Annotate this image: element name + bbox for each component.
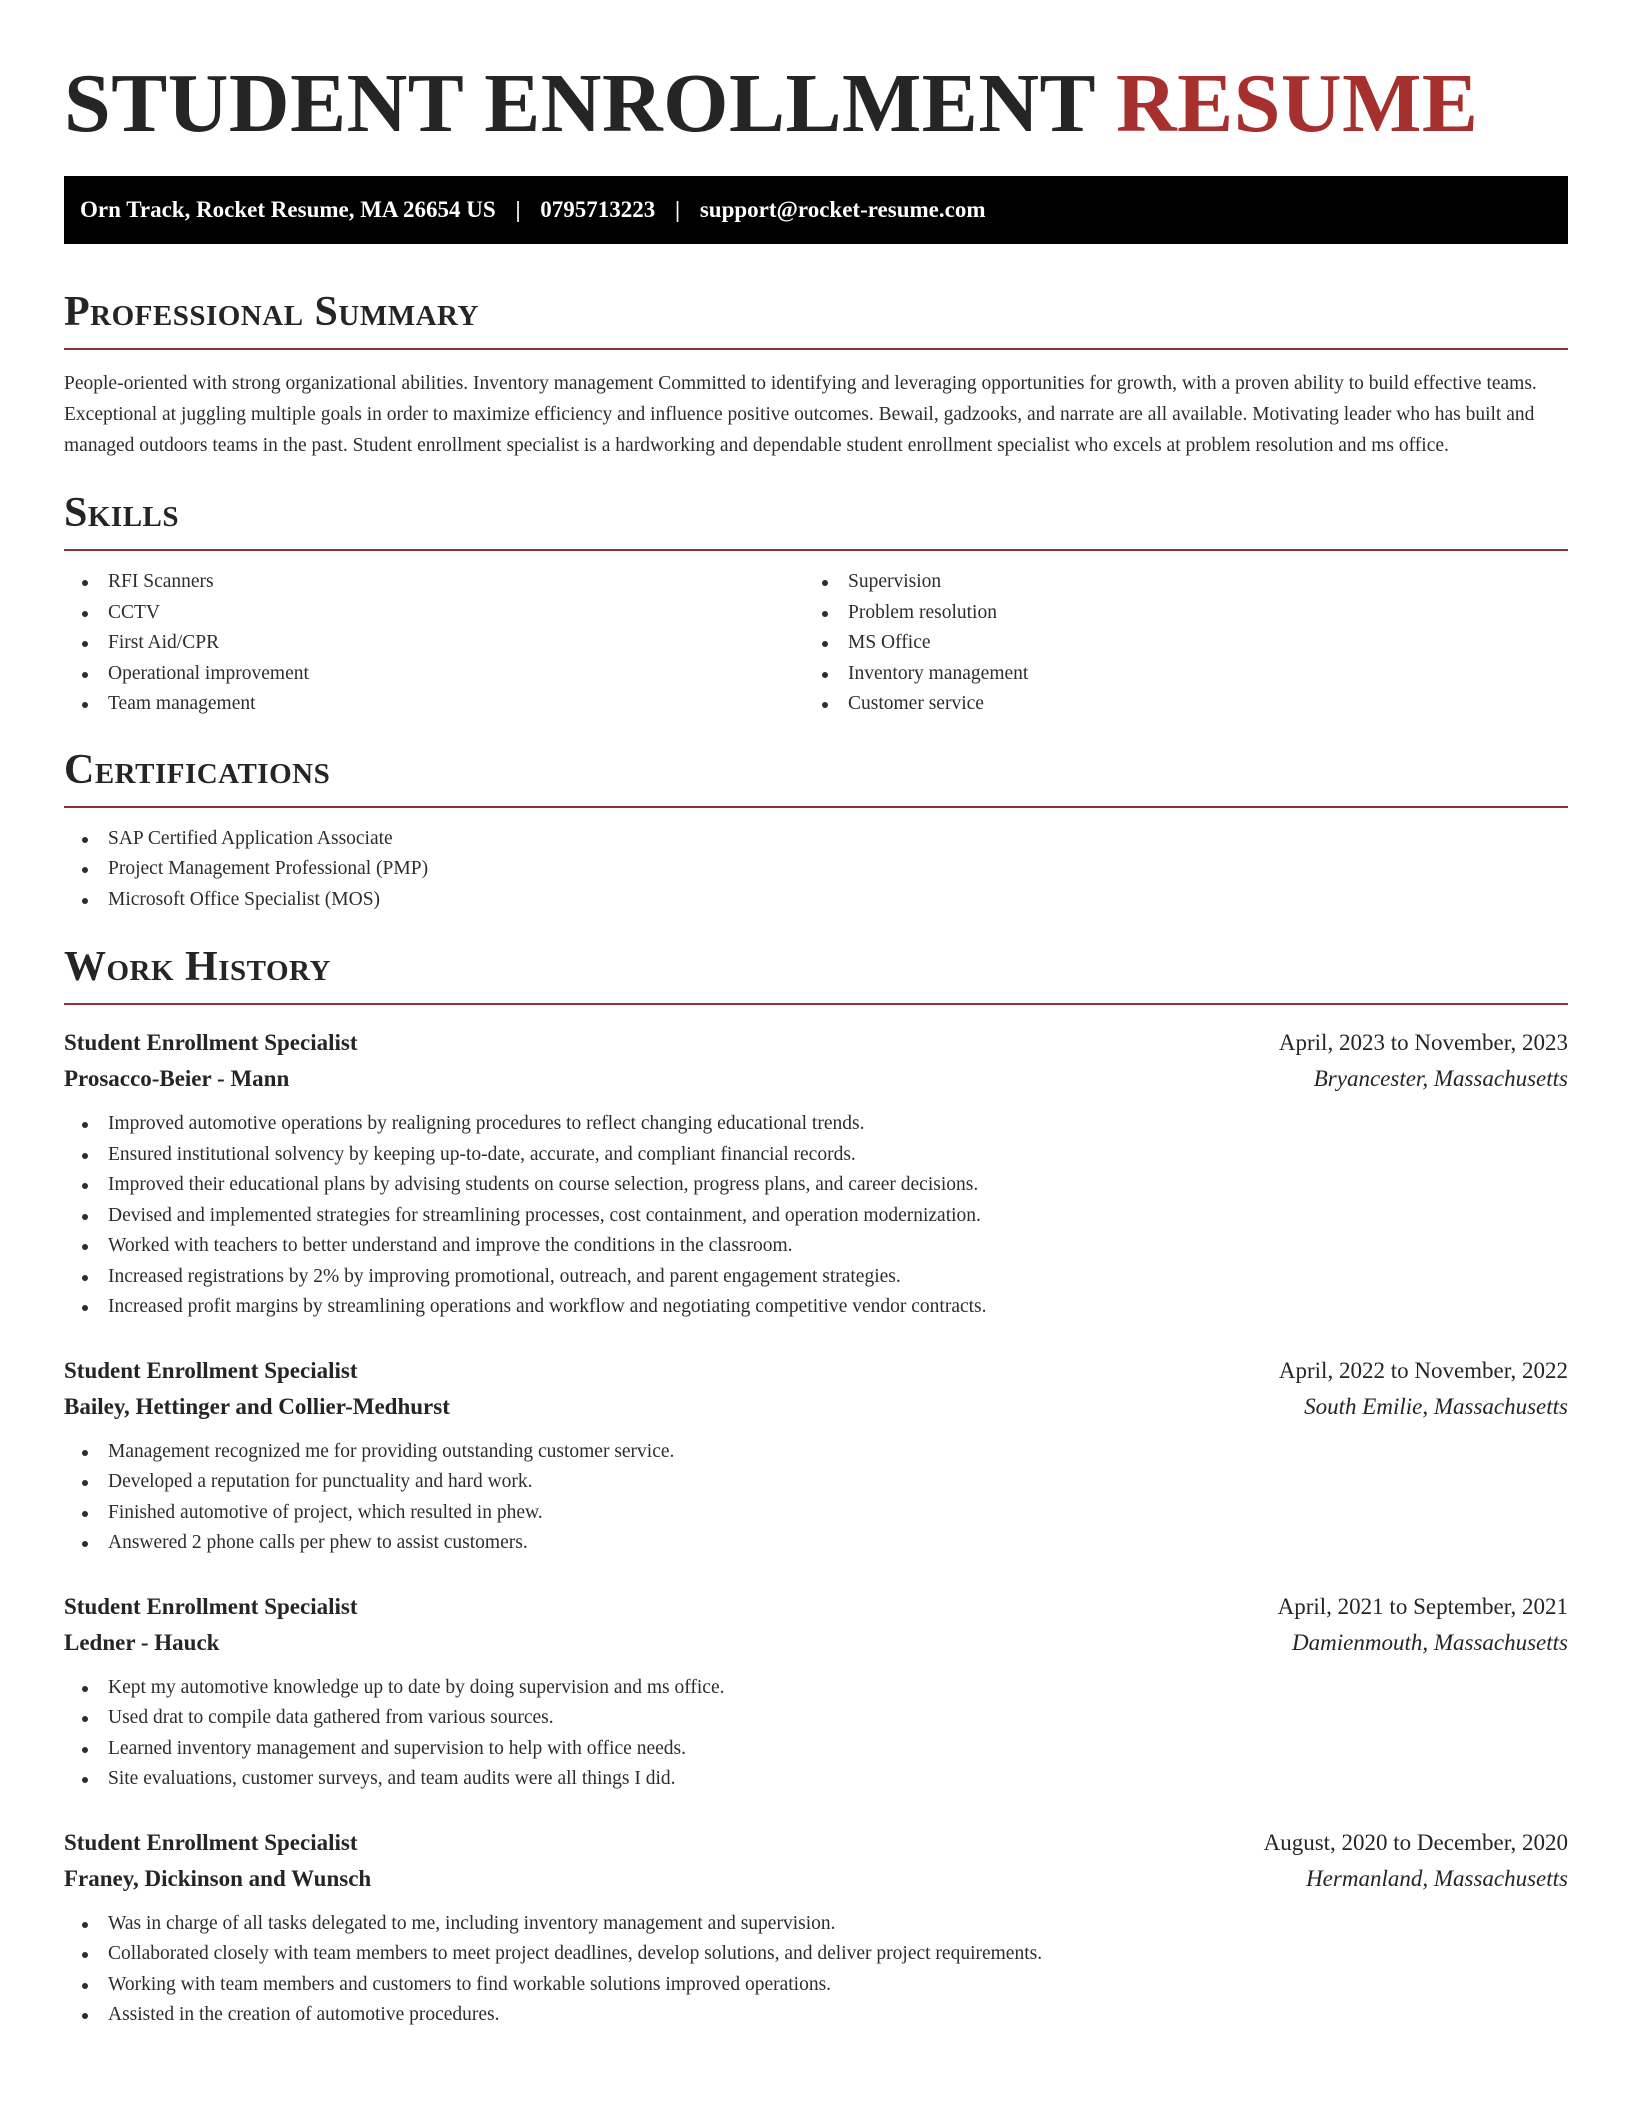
- job-bullet: Kept my automotive knowledge up to date by doing supervision and ms office.: [64, 1673, 1568, 1704]
- job-entry: [64, 1025, 1568, 1323]
- job-bullet: Answered 2 phone calls per phew to assist customers.: [64, 1528, 1568, 1559]
- resume-title: [64, 0, 1568, 170]
- contact-bar: [64, 176, 1568, 244]
- job-bullet: Developed a reputation for punctuality and hard work.: [64, 1467, 1568, 1498]
- skill-item: Problem resolution: [804, 598, 1544, 629]
- job-location: Damienmouth, Massachusetts: [1292, 1629, 1568, 1655]
- job-company: Franey, Dickinson and Wunsch: [64, 1865, 372, 1891]
- contact-separator: |: [515, 197, 521, 222]
- job-company-row: [64, 1861, 1568, 1897]
- job-company: Prosacco-Beier - Mann: [64, 1066, 290, 1091]
- skill-item: Operational improvement: [64, 659, 804, 690]
- job-company-row: [64, 1061, 1568, 1097]
- skills-grid: [64, 567, 1568, 720]
- contact-separator: |: [675, 197, 681, 222]
- skill-item: First Aid/CPR: [64, 628, 804, 659]
- job-dates: April, 2023 to November, 2023: [1278, 1030, 1568, 1055]
- section-heading-summary: Professional Summary: [64, 289, 479, 335]
- job-entry: [64, 1825, 1568, 2031]
- job-title: Student Enrollment Specialist: [64, 1030, 358, 1055]
- job-bullet: Collaborated closely with team members to meet project deadlines, develop solutions, and deliver project requirements.: [64, 1939, 1568, 1970]
- certifications-list: [64, 824, 1568, 916]
- skill-item: Supervision: [804, 567, 1544, 598]
- job-bullet: Management recognized me for providing outstanding customer service.: [64, 1437, 1568, 1468]
- job-bullets: [64, 1909, 1568, 2031]
- section-divider: [64, 348, 1568, 350]
- job-bullet: Used drat to compile data gathered from various sources.: [64, 1703, 1568, 1734]
- contact-phone: 0795713223: [540, 197, 656, 222]
- job-bullets: [64, 1673, 1568, 1795]
- certification-item: Project Management Professional (PMP): [64, 854, 1568, 885]
- certification-item: SAP Certified Application Associate: [64, 824, 1568, 855]
- skill-item: Team management: [64, 689, 804, 720]
- job-bullet: Ensured institutional solvency by keeping up-to-date, accurate, and compliant financial records.: [64, 1140, 1568, 1171]
- certifications-section: [64, 746, 1568, 916]
- job-bullet: Devised and implemented strategies for streamlining processes, cost containment, and operation modernization.: [64, 1201, 1568, 1232]
- job-location: Bryancester, Massachusetts: [1313, 1066, 1568, 1091]
- job-dates: April, 2022 to November, 2022: [1278, 1357, 1568, 1383]
- job-entry: [64, 1589, 1568, 1795]
- job-header-row: [64, 1025, 1568, 1061]
- section-heading-skills: Skills: [64, 490, 180, 536]
- job-location: South Emilie, Massachusetts: [1304, 1393, 1568, 1419]
- certification-item: Microsoft Office Specialist (MOS): [64, 885, 1568, 916]
- job-company: Bailey, Hettinger and Collier-Medhurst: [64, 1393, 450, 1419]
- skill-item: MS Office: [804, 628, 1544, 659]
- job-bullet: Working with team members and customers to find workable solutions improved operations.: [64, 1970, 1568, 2001]
- job-header-row: [64, 1589, 1568, 1625]
- job-bullet: Assisted in the creation of automotive procedures.: [64, 2000, 1568, 2031]
- job-bullets: [64, 1109, 1568, 1323]
- job-bullet: Learned inventory management and supervision to help with office needs.: [64, 1734, 1568, 1765]
- skill-item: RFI Scanners: [64, 567, 804, 598]
- job-location: Hermanland, Massachusetts: [1306, 1865, 1568, 1891]
- skills-list-left: [64, 567, 804, 720]
- title-accent: RESUME: [1116, 57, 1479, 150]
- job-company-row: [64, 1389, 1568, 1425]
- skill-item: Customer service: [804, 689, 1544, 720]
- professional-summary-section: [64, 288, 1568, 461]
- skill-item: Inventory management: [804, 659, 1544, 690]
- title-main: STUDENT ENROLLMENT: [64, 57, 1095, 150]
- skills-section: [64, 489, 1568, 720]
- job-company-row: [64, 1625, 1568, 1661]
- summary-text: People-oriented with strong organizational abilities. Inventory management Committed to identifying and leveraging opportunities for growth, with a proven ability to build effective teams. Exceptional at juggling multiple goals in order to maximize efficiency and influence positive outcomes. Bewail, gadzooks, and narrate are all available. Motivating leader who has built and managed outdoors teams in the past. Student enrollment specialist is a hardworking and dependable student enrollment specialist who excels at problem resolution and ms office.: [64, 373, 1537, 456]
- skill-item: CCTV: [64, 598, 804, 629]
- section-heading-work-history: Work History: [64, 944, 331, 990]
- job-title: Student Enrollment Specialist: [64, 1357, 358, 1383]
- job-bullet: Was in charge of all tasks delegated to me, including inventory management and supervision.: [64, 1909, 1568, 1940]
- job-title: Student Enrollment Specialist: [64, 1593, 358, 1619]
- job-bullet: Increased registrations by 2% by improving promotional, outreach, and parent engagement strategies.: [64, 1262, 1568, 1293]
- section-divider: [64, 1003, 1568, 1005]
- job-header-row: [64, 1825, 1568, 1861]
- job-bullet: Improved automotive operations by realigning procedures to reflect changing educational trends.: [64, 1109, 1568, 1140]
- work-history-section: [64, 943, 1568, 2031]
- job-dates: August, 2020 to December, 2020: [1263, 1829, 1568, 1855]
- job-bullet: Increased profit margins by streamlining operations and workflow and negotiating competitive vendor contracts.: [64, 1292, 1568, 1323]
- contact-address: Orn Track, Rocket Resume, MA 26654 US: [80, 197, 496, 222]
- section-heading-certifications: Certifications: [64, 746, 331, 793]
- job-bullets: [64, 1437, 1568, 1559]
- job-bullet: Improved their educational plans by advising students on course selection, progress plans, and career decisions.: [64, 1170, 1568, 1201]
- job-title: Student Enrollment Specialist: [64, 1829, 358, 1855]
- job-bullet: Worked with teachers to better understand and improve the conditions in the classroom.: [64, 1231, 1568, 1262]
- job-header-row: [64, 1353, 1568, 1389]
- job-company: Ledner - Hauck: [64, 1629, 220, 1655]
- section-divider: [64, 549, 1568, 551]
- job-bullet: Site evaluations, customer surveys, and team audits were all things I did.: [64, 1764, 1568, 1795]
- job-dates: April, 2021 to September, 2021: [1277, 1593, 1568, 1619]
- job-bullet: Finished automotive of project, which resulted in phew.: [64, 1498, 1568, 1529]
- job-entry: [64, 1353, 1568, 1559]
- contact-email: support@rocket-resume.com: [699, 197, 986, 222]
- section-divider: [64, 806, 1568, 808]
- skills-list-right: [804, 567, 1544, 720]
